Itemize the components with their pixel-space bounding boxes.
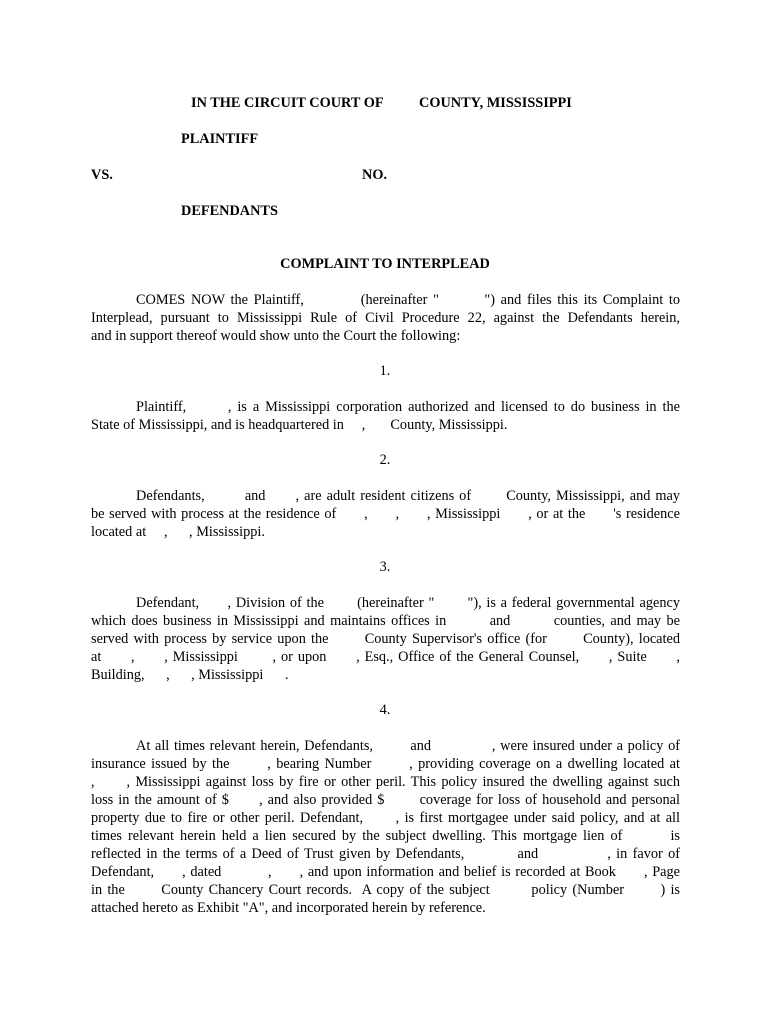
paragraph-line: in the County Chancery Court records. A copy of the subject policy (Number ) is xyxy=(91,882,680,898)
intro-line: COMES NOW the Plaintiff, (hereinafter " ") and files this its Complaint to xyxy=(136,292,680,308)
paragraph-line: reflected in the terms of a Deed of Trust given by Defendants, and , in favor of xyxy=(91,846,680,862)
section-number: 3. xyxy=(379,559,391,575)
court-line-right: COUNTY, MISSISSIPPI xyxy=(419,95,572,111)
intro-line: Interplead, pursuant to Mississippi Rule of Civil Procedure 22, against the Defendants herein, xyxy=(91,310,680,326)
paragraph-line: times relevant herein held a lien secured by the subject dwelling. This mortgage lien of is xyxy=(91,828,680,844)
case-number-label: NO. xyxy=(362,167,388,183)
paragraph-line: at , , Mississippi , or upon , Esq., Office of the General Counsel, , Suite , xyxy=(91,649,680,665)
court-line-left: IN THE CIRCUIT COURT OF xyxy=(191,95,384,111)
intro-paragraph xyxy=(91,291,680,345)
section-3-paragraph xyxy=(91,594,680,684)
paragraph-line: At all times relevant herein, Defendants, and , were insured under a policy of xyxy=(136,738,680,754)
paragraph-line: Building, , , Mississippi . xyxy=(91,667,289,683)
document-title: COMPLAINT TO INTERPLEAD xyxy=(280,256,490,272)
plaintiff-label: PLAINTIFF xyxy=(181,131,259,147)
paragraph-line: insurance issued by the , bearing Number , providing coverage on a dwelling located at xyxy=(91,756,680,772)
section-2-paragraph xyxy=(91,487,680,541)
paragraph-line: served with process by service upon the County Supervisor's office (for County), located xyxy=(91,631,680,647)
paragraph-line: Defendants, and , are adult resident citizens of County, Mississippi, and may xyxy=(136,488,680,504)
section-number: 1. xyxy=(379,363,391,379)
paragraph-line: attached hereto as Exhibit "A", and incorporated herein by reference. xyxy=(91,900,486,916)
section-1-paragraph xyxy=(91,398,680,434)
paragraph-line: located at , , Mississippi. xyxy=(91,524,265,540)
intro-line: and in support thereof would show unto the Court the following: xyxy=(91,328,461,344)
paragraph-line: loss in the amount of $ , and also provided $ coverage for loss of household and personal xyxy=(91,792,680,808)
paragraph-line: be served with process at the residence of , , , Mississippi , or at the 's residence xyxy=(91,506,680,522)
paragraph-line: Defendant, , Division of the (hereinafter " "), is a federal governmental agency xyxy=(136,595,680,611)
paragraph-line: Defendant, , dated , , and upon information and belief is recorded at Book , Page xyxy=(91,864,680,880)
paragraph-line: property due to fire or other peril. Defendant, , is first mortgagee under said policy, and at all xyxy=(91,810,680,826)
section-number: 4. xyxy=(379,702,391,718)
paragraph-line: Plaintiff, , is a Mississippi corporation authorized and licensed to do business in the xyxy=(136,399,680,415)
vs-label: VS. xyxy=(91,167,113,183)
defendants-label: DEFENDANTS xyxy=(181,203,278,219)
section-number: 2. xyxy=(379,452,391,468)
paragraph-line: , , Mississippi against loss by fire or other peril. This policy insured the dwelling against such xyxy=(91,774,680,790)
section-4-paragraph xyxy=(91,737,680,917)
paragraph-line: which does business in Mississippi and maintains offices in and counties, and may be xyxy=(91,613,680,629)
paragraph-line: State of Mississippi, and is headquartered in , County, Mississippi. xyxy=(91,417,508,433)
